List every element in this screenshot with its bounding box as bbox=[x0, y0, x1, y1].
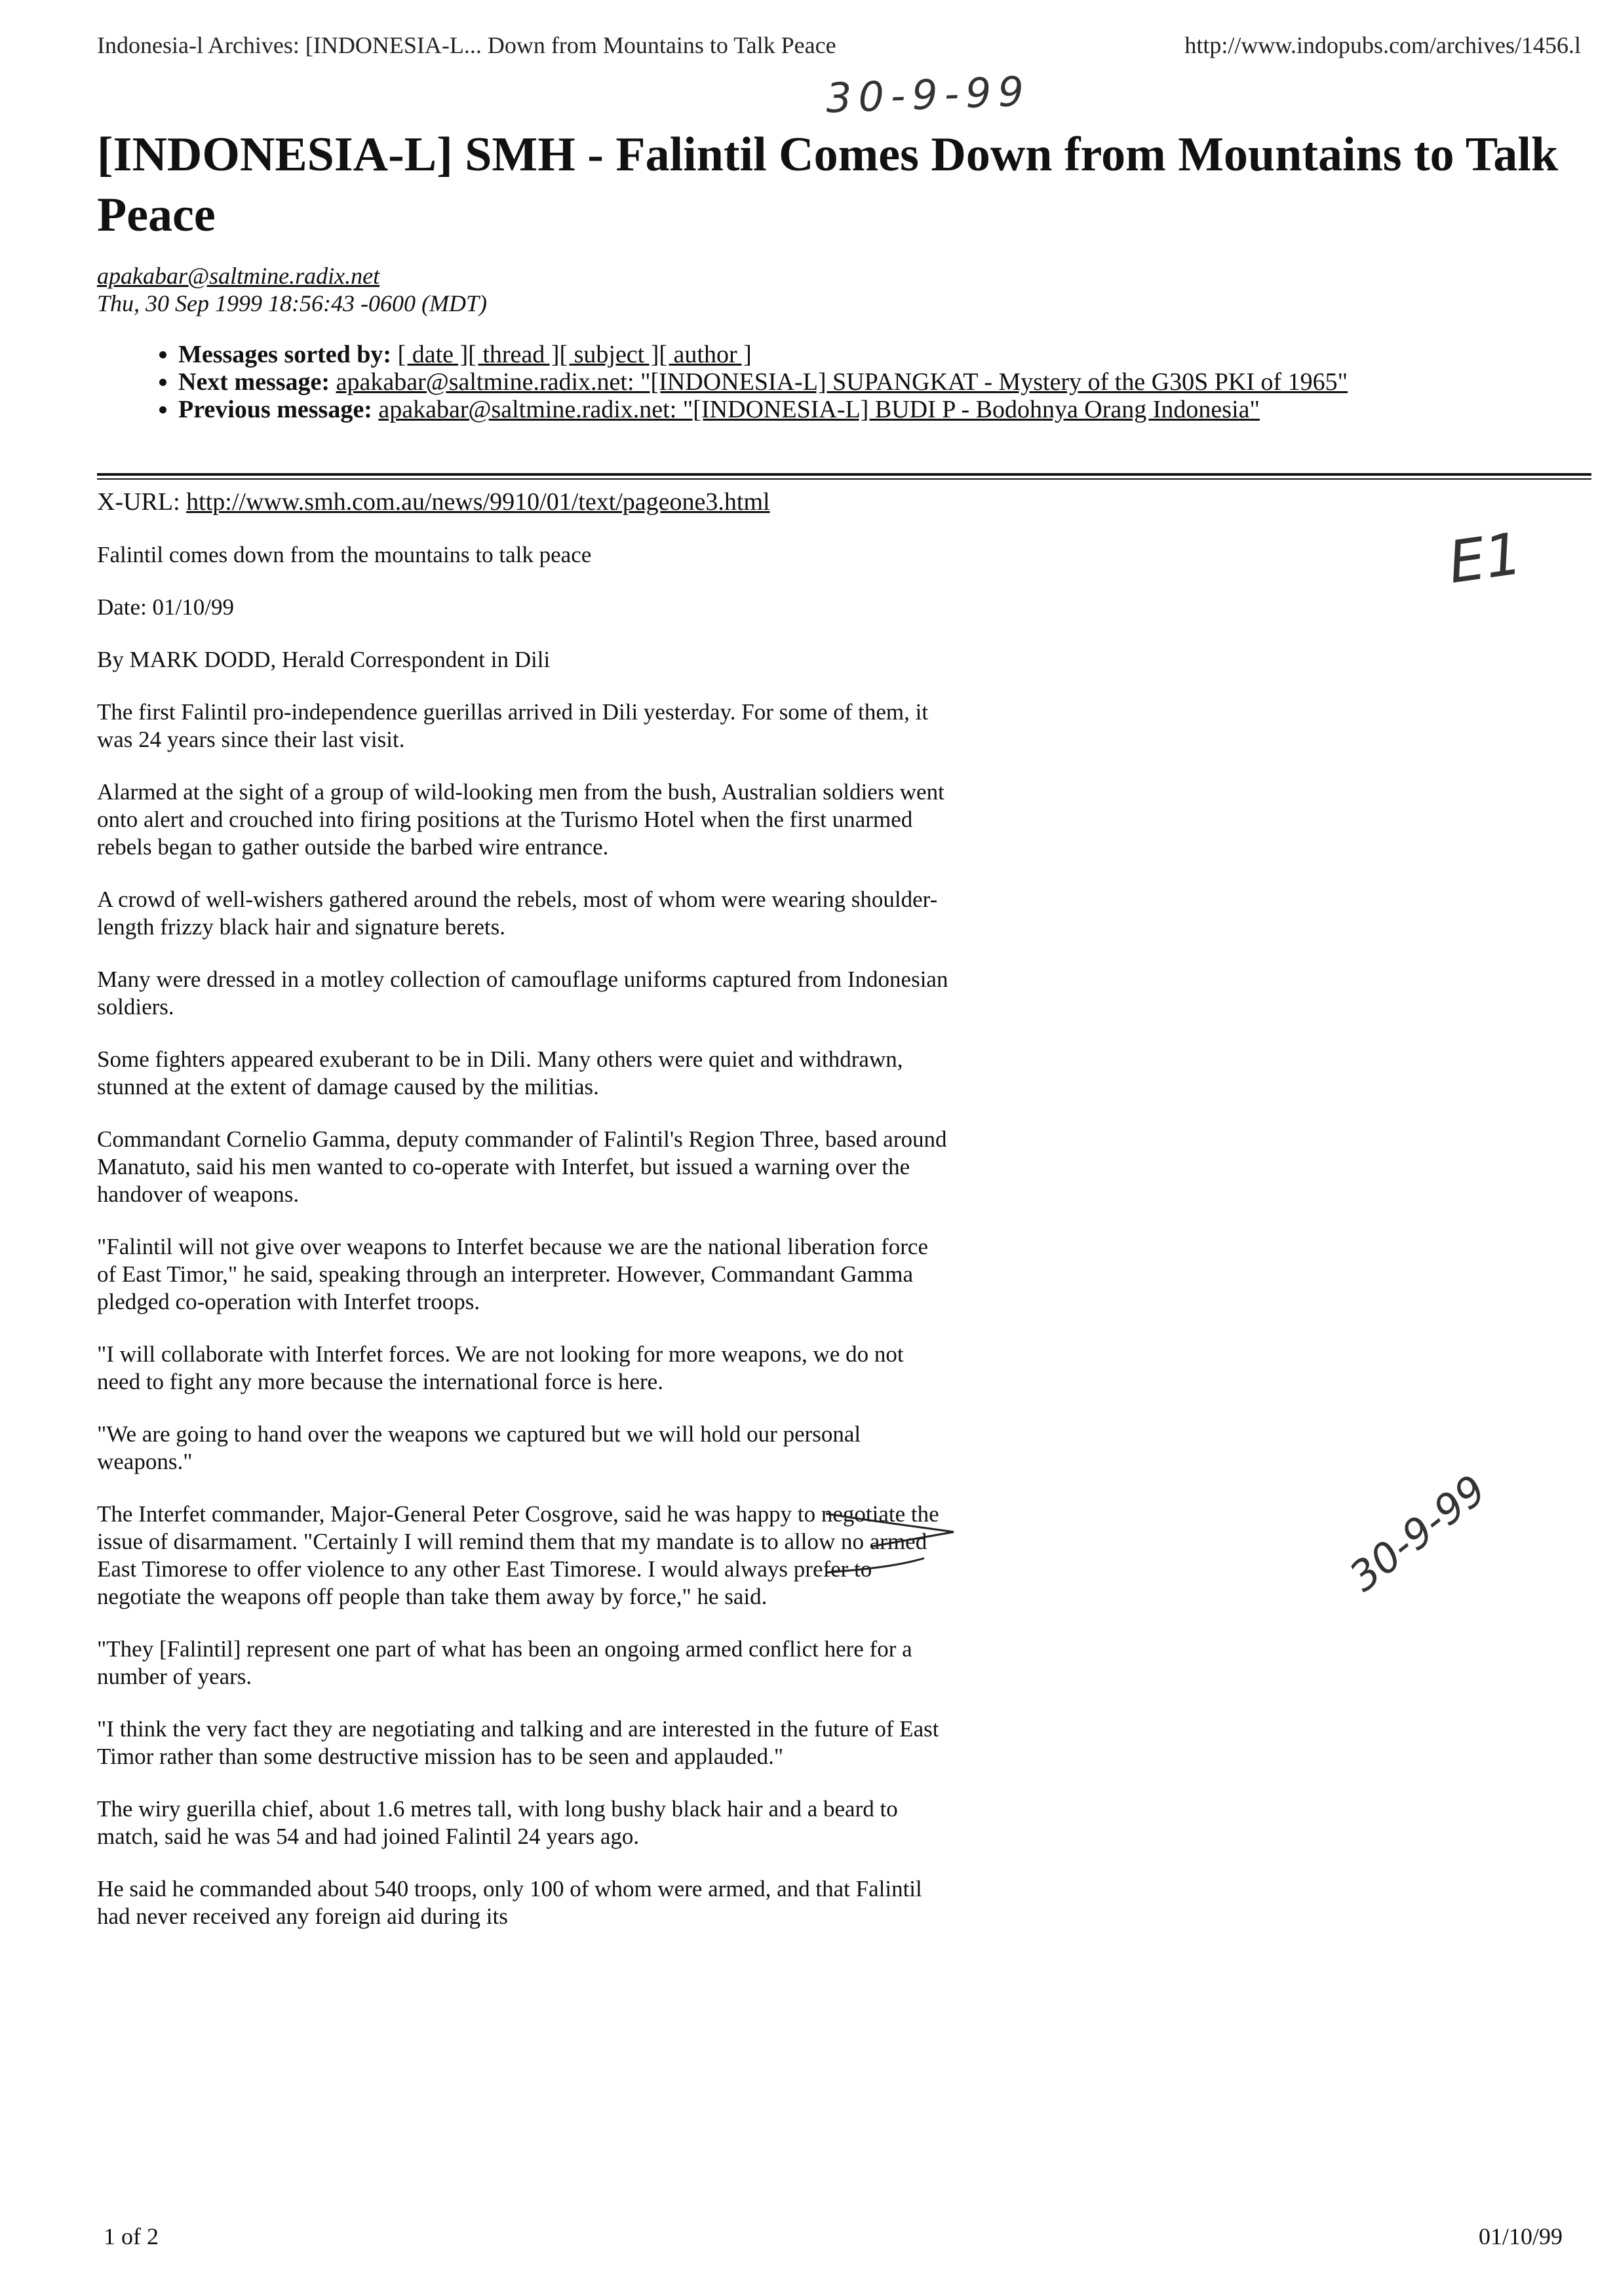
article-paragraph: He said he commanded about 540 troops, only 100 of whom were armed, and that Falintil had never received any foreign aid during its bbox=[97, 1876, 922, 1929]
print-header-title: Indonesia-l Archives: [INDONESIA-L... Down from Mountains to Talk Peace bbox=[97, 32, 836, 58]
divider bbox=[97, 478, 1591, 480]
print-date: 01/10/99 bbox=[1478, 2223, 1563, 2249]
message-meta bbox=[97, 262, 487, 317]
next-message-label: Next message: bbox=[178, 368, 330, 396]
sort-by-subject-link[interactable]: [ subject ] bbox=[559, 341, 659, 368]
author-email-link[interactable]: apakabar@saltmine.radix.net bbox=[97, 263, 380, 289]
article-paragraph: "We are going to hand over the weapons we captured but we will hold our personal weapons." bbox=[97, 1421, 861, 1474]
page-title: [INDONESIA-L] SMH - Falintil Comes Down from Mountains to Talk Peace bbox=[97, 128, 1559, 242]
previous-message-label: Previous message: bbox=[178, 396, 372, 423]
divider bbox=[97, 473, 1591, 476]
article-paragraph: By MARK DODD, Herald Correspondent in Dili bbox=[97, 647, 551, 672]
next-message bbox=[178, 368, 1587, 396]
article-paragraph: Many were dressed in a motley collection of camouflage uniforms captured from Indonesian soldiers. bbox=[97, 966, 948, 1020]
article-paragraph: "They [Falintil] represent one part of what has been an ongoing armed conflict here for a number of years. bbox=[97, 1636, 912, 1689]
article-paragraph: Commandant Cornelio Gamma, deputy commander of Falintil's Region Three, based around Manatuto, said his men wanted to co-operate with Interfet, but issued a warning over the handover of weapons. bbox=[97, 1126, 947, 1207]
handwritten-arrow-icon bbox=[813, 1507, 983, 1586]
message-navigation bbox=[128, 341, 1587, 423]
x-url-link[interactable]: http://www.smh.com.au/news/9910/01/text/pageone3.html bbox=[186, 488, 770, 516]
article-paragraph: Date: 01/10/99 bbox=[97, 594, 234, 620]
message-date: Thu, 30 Sep 1999 18:56:43 -0600 (MDT) bbox=[97, 290, 487, 316]
handwritten-date-side: 30-9-99 bbox=[1340, 1465, 1495, 1601]
x-url-line bbox=[97, 488, 770, 516]
x-url-label: X-URL: bbox=[97, 488, 180, 516]
print-header bbox=[97, 31, 1581, 68]
sort-label: Messages sorted by: bbox=[178, 341, 392, 368]
article-paragraph: A crowd of well-wishers gathered around the rebels, most of whom were wearing shoulder-length frizzy black hair and signature berets. bbox=[97, 887, 938, 940]
print-header-url: http://www.indopubs.com/archives/1456.l bbox=[1184, 32, 1581, 58]
article-paragraph: The wiry guerilla chief, about 1.6 metres tall, with long bushy black hair and a beard to match, said he was 54 and had joined Falintil 24 years ago. bbox=[97, 1796, 898, 1849]
article-paragraph: "I will collaborate with Interfet forces. We are not looking for more weapons, we do not need to fight any more because the international force is here. bbox=[97, 1341, 904, 1394]
article-paragraph: The Interfet commander, Major-General Peter Cosgrove, said he was happy to negotiate the issue of disarmament. "Certainly I will remind them that my mandate is to allow no armed East Timorese to offer violence to any other East Timorese. I would always prefer to negotiate the weapons off people than take them away by force," he said. bbox=[97, 1501, 939, 1609]
article-paragraph: The first Falintil pro-independence guerillas arrived in Dili yesterday. For some of them, it was 24 years since their last visit. bbox=[97, 699, 929, 752]
sort-by-thread-link[interactable]: [ thread ] bbox=[468, 341, 560, 368]
article-paragraph: Some fighters appeared exuberant to be in Dili. Many others were quiet and withdrawn, stunned at the extent of damage caused by the militias. bbox=[97, 1046, 903, 1100]
sort-options bbox=[178, 341, 1587, 368]
article-paragraph: "I think the very fact they are negotiating and talking and are interested in the future of East Timor rather than some destructive mission has to be seen and applauded." bbox=[97, 1716, 939, 1769]
handwritten-margin-mark: E1 bbox=[1444, 519, 1527, 597]
article-body bbox=[97, 541, 949, 1955]
previous-message-link[interactable]: apakabar@saltmine.radix.net: "[INDONESIA-L] BUDI P - Bodohnya Orang Indonesia" bbox=[378, 396, 1260, 423]
previous-message bbox=[178, 396, 1587, 423]
article-paragraph: Falintil comes down from the mountains to talk peace bbox=[97, 542, 592, 567]
article-paragraph: "Falintil will not give over weapons to Interfet because we are the national liberation force of East Timor," he said, speaking through an interpreter. However, Commandant Gamma pledged co-operation with Interfet troops. bbox=[97, 1234, 928, 1314]
handwritten-date-top: 30-9-99 bbox=[825, 67, 1032, 123]
page-number: 1 of 2 bbox=[104, 2223, 159, 2249]
sort-by-date-link[interactable]: [ date ] bbox=[397, 341, 469, 368]
article-paragraph: Alarmed at the sight of a group of wild-looking men from the bush, Australian soldiers went onto alert and crouched into firing positions at the Turismo Hotel when the first unarmed rebels began to gather outside the barbed wire entrance. bbox=[97, 779, 944, 860]
next-message-link[interactable]: apakabar@saltmine.radix.net: "[INDONESIA-L] SUPANGKAT - Mystery of the G30S PKI of 1965" bbox=[336, 368, 1348, 396]
sort-by-author-link[interactable]: [ author ] bbox=[659, 341, 752, 368]
